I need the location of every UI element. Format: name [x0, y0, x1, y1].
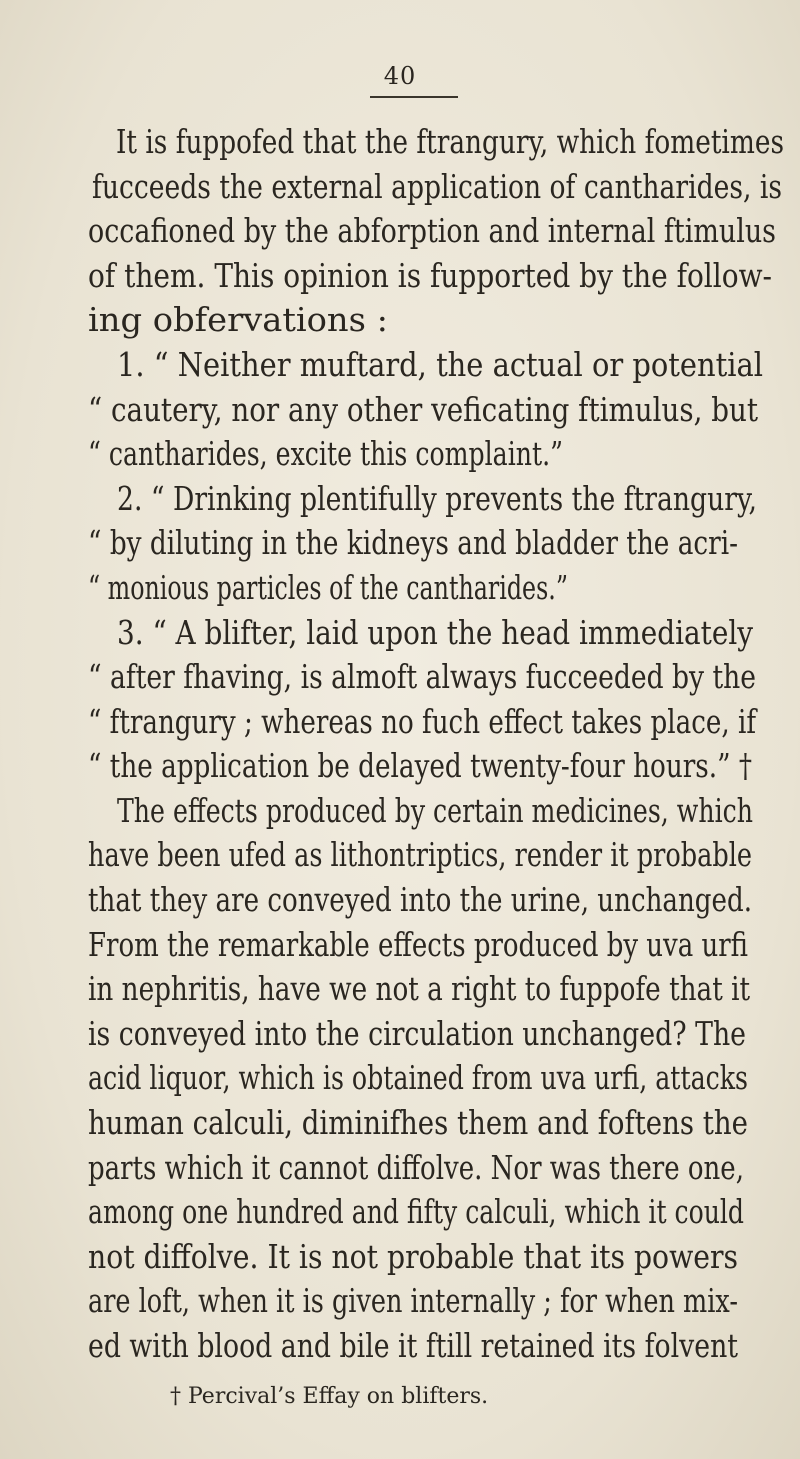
- text-line: in nephritis, have we not a right to fuppofe that it: [88, 970, 751, 1008]
- text-line: “ by diluting in the kidneys and bladder the acri-: [88, 524, 739, 562]
- text-line: is conveyed into the circulation unchanged? The: [88, 1015, 747, 1053]
- text-line: “ the application be delayed twenty-four hours.” †: [88, 747, 752, 785]
- footnote: † Percival’s Effay on blifters.: [170, 1384, 489, 1409]
- text-line: ing obfervations :: [88, 301, 389, 339]
- page-number: 40: [383, 62, 417, 90]
- text-line: 3. “ A blifter, laid upon the head immediately: [117, 614, 754, 652]
- text-line: fucceeds the external application of cantharides, is: [92, 168, 783, 206]
- text-line: acid liquor, which is obtained from uva urfi, attacks: [88, 1059, 749, 1097]
- text-line: The effects produced by certain medicines, which: [117, 792, 753, 830]
- text-line: ed with blood and bile it ftill retained its folvent: [88, 1327, 739, 1365]
- text-line: parts which it cannot diffolve. Nor was there one,: [88, 1149, 744, 1187]
- header-rule: [370, 96, 458, 98]
- text-line: occafioned by the abforption and internal ftimulus: [88, 212, 777, 250]
- text-line: It is fuppofed that the ftrangury, which fometimes: [116, 123, 784, 161]
- text-line: among one hundred and fifty calculi, which it could: [88, 1193, 744, 1231]
- text-line: “ cautery, nor any other veficating ftimulus, but: [88, 391, 758, 429]
- text-line: that they are conveyed into the urine, unchanged.: [88, 881, 753, 919]
- text-line: of them. This opinion is fupported by the follow-: [88, 257, 773, 295]
- text-line: “ monious particles of the cantharides.”: [88, 569, 568, 607]
- text-line: “ ftrangury ; whereas no fuch effect takes place, if: [88, 703, 757, 741]
- text-line: have been ufed as lithontriptics, render it probable: [88, 836, 753, 874]
- text-line: “ cantharides, excite this complaint.”: [88, 435, 563, 473]
- text-line: not diffolve. It is not probable that its powers: [88, 1238, 738, 1276]
- text-line: From the remarkable effects produced by uva urfi: [88, 926, 748, 964]
- text-line: 2. “ Drinking plentifully prevents the ftrangury,: [117, 480, 757, 518]
- text-line: are loft, when it is given internally ; for when mix-: [88, 1282, 738, 1320]
- text-line: 1. “ Neither muftard, the actual or potential: [117, 346, 763, 384]
- text-line: “ after fhaving, is almoft always fucceeded by the: [88, 658, 757, 696]
- text-line: human calculi, diminifhes them and foftens the: [88, 1104, 748, 1142]
